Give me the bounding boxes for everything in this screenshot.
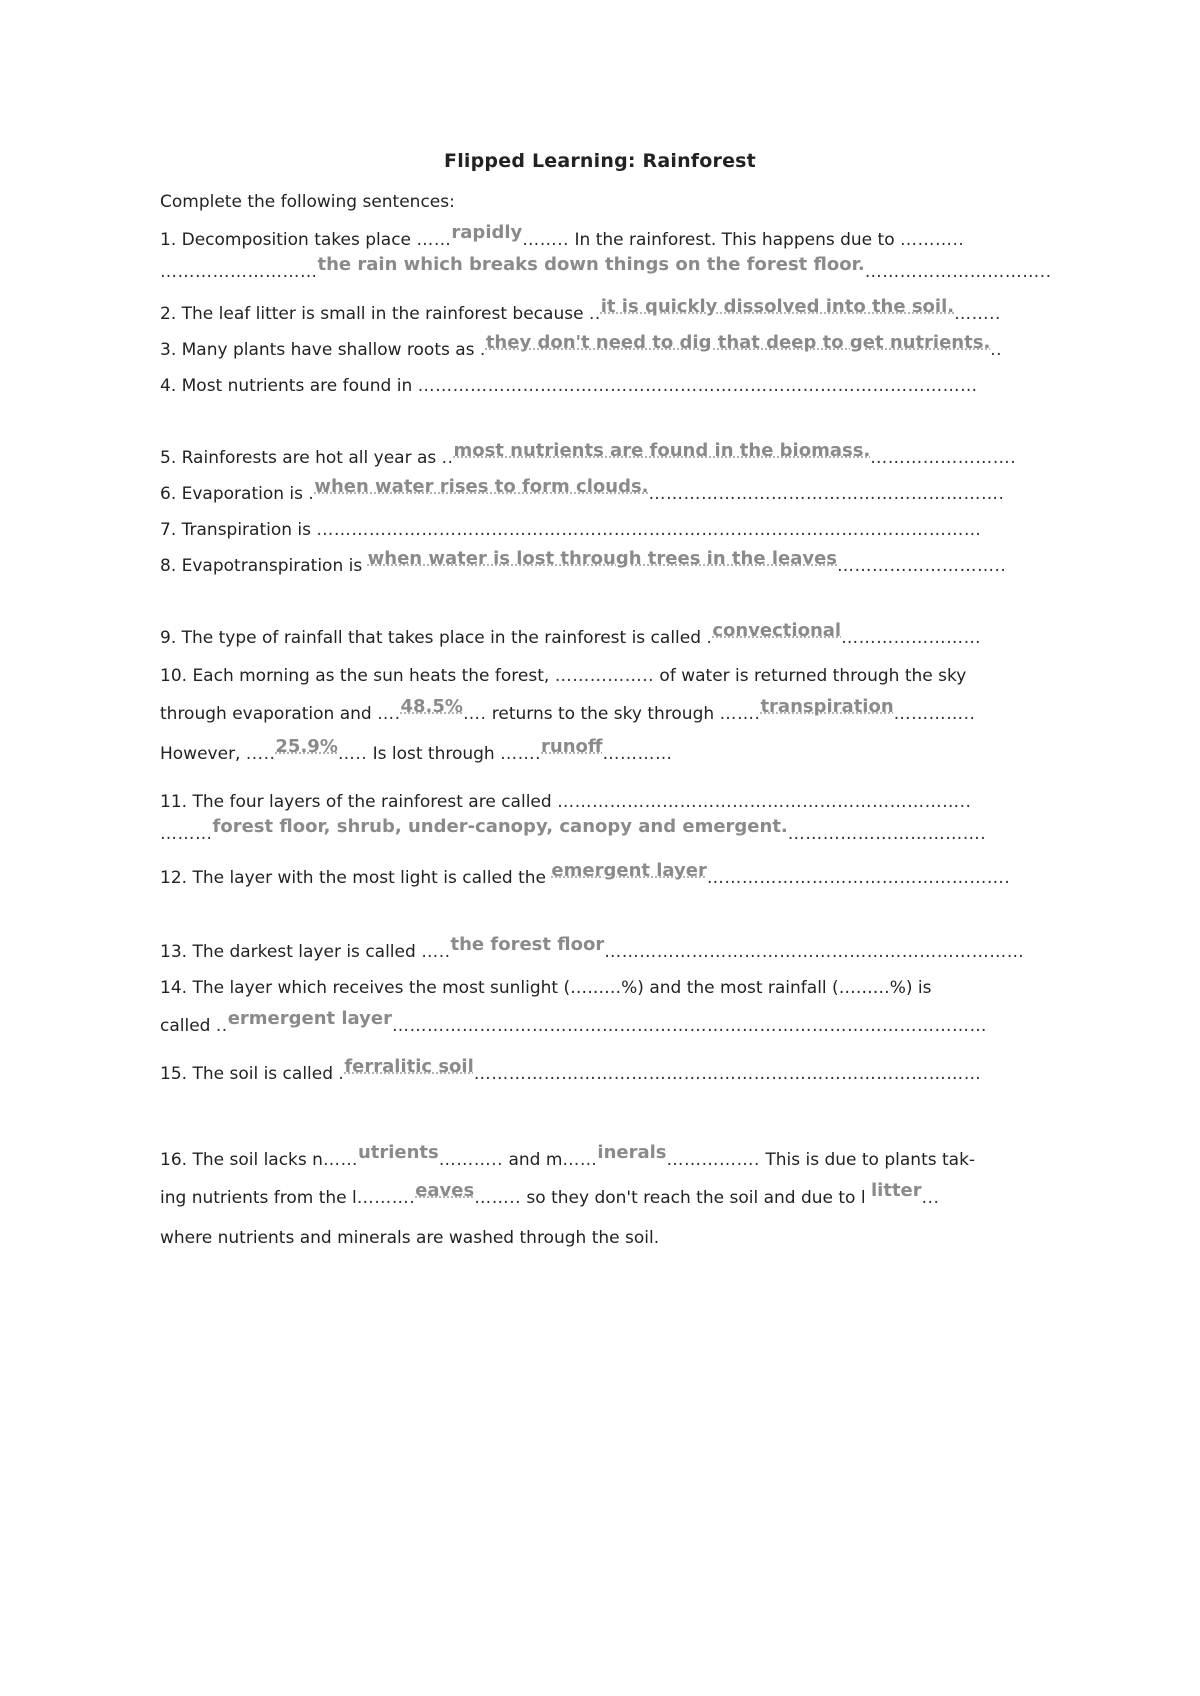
q1-dots-d: ……………………… bbox=[160, 262, 318, 282]
page-title: Flipped Learning: Rainforest bbox=[444, 150, 756, 172]
q14-dots-a: .. bbox=[215, 1016, 228, 1036]
intro-text: Complete the following sentences: bbox=[160, 192, 455, 212]
q1-dots-b: …….. bbox=[522, 230, 570, 250]
q16-dots-7: ... bbox=[921, 1188, 940, 1208]
q4-text: 4. Most nutrients are found in bbox=[160, 376, 418, 396]
question-1-line-2 bbox=[160, 254, 1052, 284]
q9-text: 9. The type of rainfall that takes place in the rainforest is called bbox=[160, 628, 707, 648]
q15-text: 15. The soil is called bbox=[160, 1064, 339, 1084]
q16-dots-6: …….. bbox=[474, 1188, 522, 1208]
q3-dots-b: .. bbox=[990, 340, 1003, 360]
q10-line3-dots1: ..... bbox=[245, 744, 276, 764]
q8-text: 8. Evapotranspiration is bbox=[160, 556, 368, 576]
q9-dots-b: …………………… bbox=[841, 628, 982, 648]
question-11-line-2 bbox=[160, 816, 1025, 846]
q5-answer: most nutrients are found in the biomass. bbox=[453, 440, 871, 461]
q10-line3-b: Is lost through bbox=[367, 744, 501, 764]
q14-line2-a: called bbox=[160, 1016, 216, 1036]
q7-text: 7. Transpiration is bbox=[160, 520, 317, 540]
q7-dots: …………………………………………………………………………………………………… bbox=[316, 520, 982, 540]
q10-line2-dots1: …. bbox=[377, 704, 401, 724]
q1-dots-a: …… bbox=[416, 230, 452, 250]
q10-line3-dots4: ………… bbox=[602, 744, 673, 764]
q16-line1-a: 16. The soil lacks n bbox=[160, 1150, 323, 1170]
q9-answer: convectional bbox=[712, 620, 842, 641]
q1-dots-c: ……….. bbox=[900, 230, 965, 250]
question-9 bbox=[160, 620, 1025, 650]
q16-answer-2: inerals bbox=[597, 1142, 667, 1163]
q8-answer: when water is lost through trees in the leaves bbox=[367, 548, 838, 569]
question-13 bbox=[160, 934, 1025, 964]
q1-text-b: In the rainforest. This happens due to bbox=[569, 230, 900, 250]
q1-dots-e: ………………………….. bbox=[864, 262, 1052, 282]
question-4 bbox=[160, 374, 1025, 398]
question-2 bbox=[160, 296, 1025, 326]
question-14-line-2 bbox=[160, 1008, 1025, 1038]
q10-line1-dots: …………….. bbox=[554, 666, 655, 686]
q10-line3-dots2: ….. bbox=[337, 744, 368, 764]
q1-text-a: 1. Decomposition takes place bbox=[160, 230, 417, 250]
q16-dots-3: …… bbox=[562, 1150, 598, 1170]
q10-line1-a: 10. Each morning as the sun heats the forest, bbox=[160, 666, 555, 686]
question-10-line-3 bbox=[160, 736, 1025, 766]
q16-dots-1: …… bbox=[322, 1150, 358, 1170]
q8-dots: ……………………….. bbox=[837, 556, 1007, 576]
q9-dots-a: . bbox=[706, 628, 713, 648]
q6-dots-b: ……………………………………………………. bbox=[648, 484, 1005, 504]
q15-answer: ferralitic soil bbox=[344, 1056, 474, 1077]
q15-dots-b: …………………………………………………………………………… bbox=[473, 1064, 982, 1084]
q5-text: 5. Rainforests are hot all year as bbox=[160, 448, 442, 468]
q6-answer: when water rises to form clouds. bbox=[314, 476, 649, 497]
q13-dots-a: ….. bbox=[421, 942, 451, 962]
question-3 bbox=[160, 332, 1025, 362]
q13-dots-b: ……………………………………………………………… bbox=[604, 942, 1025, 962]
q10-line3-dots3: ……. bbox=[500, 744, 542, 764]
q11-dots-b: ……… bbox=[160, 824, 213, 844]
q16-answer-3: eaves bbox=[415, 1180, 475, 1201]
q5-dots-b: ……………………. bbox=[870, 448, 1017, 468]
q10-line3-a: However, bbox=[160, 744, 246, 764]
q11-answer: forest floor, shrub, under-canopy, canopy and emergent. bbox=[212, 816, 788, 837]
q16-dots-4: ……………. bbox=[666, 1150, 760, 1170]
q11-dots-a: …………………………………………………………….. bbox=[557, 792, 972, 812]
question-16-line-2 bbox=[160, 1180, 1025, 1210]
q2-dots-a: .. bbox=[588, 304, 601, 324]
q10-line2-a: through evaporation and bbox=[160, 704, 378, 724]
q13-answer: the forest floor bbox=[450, 934, 605, 955]
q10-line2-b: returns to the sky through bbox=[486, 704, 720, 724]
q14-dots-b: ………………………………………………………………………………………… bbox=[391, 1016, 987, 1036]
q16-dots-5: ………. bbox=[356, 1188, 416, 1208]
q16-answer-4: litter bbox=[871, 1180, 922, 1201]
question-10 bbox=[160, 664, 1025, 688]
q14-line1: 14. The layer which receives the most sunlight (………%) and the most rainfall (………%) is bbox=[160, 978, 932, 998]
q12-dots: ……………………………………………. bbox=[706, 868, 1011, 888]
question-7 bbox=[160, 518, 1025, 542]
q16-line1-c: This is due to plants tak- bbox=[759, 1150, 976, 1170]
q11-text: 11. The four layers of the rainforest are called bbox=[160, 792, 558, 812]
q2-answer: it is quickly dissolved into the soil. bbox=[600, 296, 955, 317]
q3-dots-a: . bbox=[479, 340, 486, 360]
q3-text: 3. Many plants have shallow roots as bbox=[160, 340, 480, 360]
q13-text: 13. The darkest layer is called bbox=[160, 942, 422, 962]
question-8 bbox=[160, 548, 1025, 578]
q16-answer-1: utrients bbox=[357, 1142, 439, 1163]
q10-answer-runoff: runoff bbox=[541, 736, 603, 757]
question-10-line-2 bbox=[160, 696, 1025, 726]
q10-line2-dots4: ………….. bbox=[893, 704, 976, 724]
q16-line1-b: and m bbox=[503, 1150, 563, 1170]
q16-dots-2: ……….. bbox=[438, 1150, 504, 1170]
q10-answer-trans: transpiration bbox=[760, 696, 894, 717]
q12-answer: emergent layer bbox=[551, 860, 707, 881]
q3-answer: they don't need to dig that deep to get nutrients. bbox=[485, 332, 991, 353]
q16-line3: where nutrients and minerals are washed through the soil. bbox=[160, 1228, 660, 1248]
question-16 bbox=[160, 1142, 1025, 1172]
q1-answer-b: the rain which breaks down things on the forest floor. bbox=[317, 254, 865, 275]
q6-text: 6. Evaporation is bbox=[160, 484, 309, 504]
q15-dots-a: . bbox=[338, 1064, 345, 1084]
question-5 bbox=[160, 440, 1025, 470]
question-12 bbox=[160, 860, 1025, 890]
q6-dots-a: . bbox=[308, 484, 315, 504]
question-6 bbox=[160, 476, 1025, 506]
q10-line2-dots2: …. bbox=[462, 704, 487, 724]
q16-line2-a: ing nutrients from the l bbox=[160, 1188, 357, 1208]
q2-text: 2. The leaf litter is small in the rainforest because bbox=[160, 304, 589, 324]
q14-answer: ermergent layer bbox=[227, 1008, 392, 1029]
q2-dots-b: …….. bbox=[954, 304, 1001, 324]
question-11 bbox=[160, 790, 1025, 814]
q10-answer-pct: 25.9% bbox=[275, 736, 338, 757]
question-15 bbox=[160, 1056, 1025, 1086]
q16-line2-b: so they don't reach the soil and due to l bbox=[521, 1188, 871, 1208]
q1-answer-a: rapidly bbox=[451, 222, 523, 243]
question-16-line-3 bbox=[160, 1226, 1025, 1250]
q4-dots: …………………………………………………………………………………… bbox=[417, 376, 978, 396]
question-14 bbox=[160, 976, 1025, 1000]
q11-dots-c: ……………………………. bbox=[787, 824, 987, 844]
q10-line2-dots3: ……. bbox=[719, 704, 761, 724]
q10-answer-evap: 48.5% bbox=[400, 696, 463, 717]
q5-dots-a: .. bbox=[441, 448, 454, 468]
q10-line1-b: of water is returned through the sky bbox=[654, 666, 967, 686]
question-1 bbox=[160, 222, 1025, 252]
q12-text: 12. The layer with the most light is called the bbox=[160, 868, 552, 888]
